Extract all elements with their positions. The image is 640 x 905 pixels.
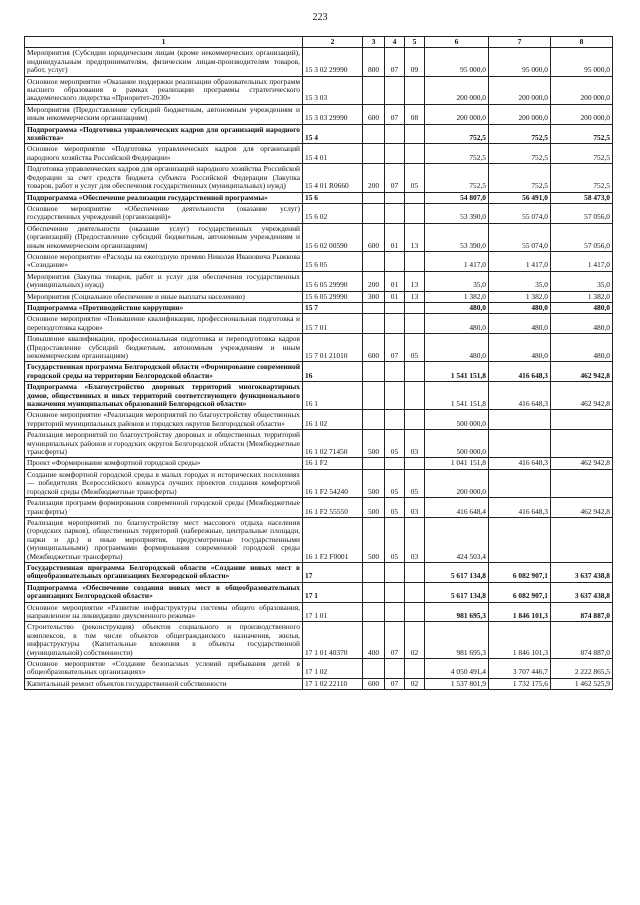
row-rz: 05 xyxy=(385,517,405,562)
row-rz xyxy=(385,314,405,334)
row-code: 15 7 xyxy=(303,302,363,313)
row-amount-year1: 424 503,4 xyxy=(425,517,489,562)
row-vr xyxy=(363,251,385,271)
column-header: 2 xyxy=(303,37,363,48)
row-pr xyxy=(405,362,425,382)
row-rz: 07 xyxy=(385,334,405,362)
table-row xyxy=(25,410,613,430)
row-amount-year3: 95 000,0 xyxy=(551,48,613,76)
row-amount-year2: 1 846 101,3 xyxy=(489,622,551,659)
table-row xyxy=(25,124,613,144)
row-amount-year1: 416 648,4 xyxy=(425,498,489,518)
row-vr: 500 xyxy=(363,498,385,518)
row-amount-year1: 200 000,0 xyxy=(425,469,489,497)
row-amount-year2 xyxy=(489,410,551,430)
row-amount-year1: 480,0 xyxy=(425,334,489,362)
row-name: Мероприятия (Закупка товаров, работ и услуг для обеспечения государственных (муниципальных) нужд) xyxy=(25,271,303,291)
row-name: Основное мероприятие «Развитие инфраструктуры системы общего образования, направленное на ликвидацию двухсменного режима» xyxy=(25,602,303,622)
row-vr: 500 xyxy=(363,469,385,497)
row-code: 17 1 xyxy=(303,582,363,602)
row-vr: 800 xyxy=(363,48,385,76)
table-row xyxy=(25,251,613,271)
row-pr xyxy=(405,410,425,430)
row-rz: 05 xyxy=(385,469,405,497)
row-name: Государственная программа Белгородской области «Формирование современной городской среды на территории Белгородской области» xyxy=(25,362,303,382)
row-name: Обеспечение деятельности (оказание услуг) государственных учреждений (организаций) (Предоставление субсидий бюджетным, автономным учреждениям и иным некоммерческим организациям) xyxy=(25,223,303,251)
row-amount-year3 xyxy=(551,410,613,430)
row-amount-year3: 1 462 525,9 xyxy=(551,678,613,689)
row-code: 17 1 02 22110 xyxy=(303,678,363,689)
row-amount-year3 xyxy=(551,469,613,497)
row-amount-year2: 480,0 xyxy=(489,302,551,313)
row-amount-year2: 1 732 175,6 xyxy=(489,678,551,689)
row-name: Основное мероприятие «Повышение квалификации, профессиональная подготовка и переподготовка кадров» xyxy=(25,314,303,334)
row-rz: 07 xyxy=(385,164,405,192)
row-vr xyxy=(363,602,385,622)
row-code: 16 1 F2 xyxy=(303,458,363,469)
row-name: Реализация мероприятий по благоустройству мест массового отдыха населения (городских парков), общественных территорий (набережные, центральные площади, парки и др.) и иные мероприятия, предусмотренные государственными (муниципальными) программами формирования современной городской среды (Межбюджетные трансферты) xyxy=(25,517,303,562)
row-amount-year3: 874 887,0 xyxy=(551,622,613,659)
row-amount-year2: 752,5 xyxy=(489,164,551,192)
row-amount-year1: 1 382,0 xyxy=(425,291,489,302)
row-amount-year1: 752,5 xyxy=(425,124,489,144)
row-amount-year2: 200 000,0 xyxy=(489,104,551,124)
row-amount-year1: 95 000,0 xyxy=(425,48,489,76)
row-vr xyxy=(363,410,385,430)
row-code: 15 6 05 29990 xyxy=(303,271,363,291)
row-amount-year1: 5 617 134,8 xyxy=(425,562,489,582)
table-row xyxy=(25,458,613,469)
row-rz: 01 xyxy=(385,271,405,291)
row-amount-year3: 752,5 xyxy=(551,144,613,164)
row-code: 15 7 01 21010 xyxy=(303,334,363,362)
row-amount-year2: 1 417,0 xyxy=(489,251,551,271)
row-rz: 07 xyxy=(385,678,405,689)
row-amount-year1: 752,5 xyxy=(425,164,489,192)
row-pr xyxy=(405,602,425,622)
row-amount-year2: 1 846 101,3 xyxy=(489,602,551,622)
row-name: Основное мероприятие «Реализация мероприятий по благоустройству общественных территорий муниципальных районов и городских округов Белгородской области» xyxy=(25,410,303,430)
row-name: Строительство (реконструкция) объектов социального и производственного комплексов, в том числе объектов общегражданского назначения, жилья, инфраструктуры (Капитальные вложения в объекты государственной (муниципальной) собственности) xyxy=(25,622,303,659)
row-rz xyxy=(385,582,405,602)
row-pr: 02 xyxy=(405,678,425,689)
row-code: 15 7 01 xyxy=(303,314,363,334)
row-amount-year1: 1 541 151,8 xyxy=(425,382,489,410)
table-row xyxy=(25,203,613,223)
row-pr: 03 xyxy=(405,517,425,562)
row-amount-year2 xyxy=(489,430,551,458)
row-code: 17 1 01 xyxy=(303,602,363,622)
row-rz xyxy=(385,382,405,410)
row-amount-year3: 1 417,0 xyxy=(551,251,613,271)
row-rz xyxy=(385,659,405,679)
row-amount-year1: 54 807,0 xyxy=(425,192,489,203)
row-vr: 400 xyxy=(363,622,385,659)
row-vr xyxy=(363,124,385,144)
row-name: Подпрограмма «Благоустройство дворовых территорий многоквартирных домов, общественных и иных территорий соответствующего функционального назначения муниципальных образований Белгородской области» xyxy=(25,382,303,410)
row-amount-year1: 200 000,0 xyxy=(425,104,489,124)
row-rz: 07 xyxy=(385,48,405,76)
row-rz xyxy=(385,76,405,104)
table-row xyxy=(25,223,613,251)
row-pr: 05 xyxy=(405,164,425,192)
table-row xyxy=(25,48,613,76)
row-name: Подпрограмма «Подготовка управленческих кадров для организаций народного хозяйства» xyxy=(25,124,303,144)
row-amount-year3: 462 942,8 xyxy=(551,458,613,469)
row-code: 15 4 01 R0660 xyxy=(303,164,363,192)
row-amount-year2: 416 648,3 xyxy=(489,382,551,410)
row-rz xyxy=(385,458,405,469)
table-row xyxy=(25,192,613,203)
table-row xyxy=(25,469,613,497)
row-code: 15 3 03 29990 xyxy=(303,104,363,124)
row-amount-year1: 1 417,0 xyxy=(425,251,489,271)
table-row xyxy=(25,517,613,562)
row-amount-year2: 752,5 xyxy=(489,124,551,144)
row-amount-year1: 53 390,0 xyxy=(425,203,489,223)
table-row xyxy=(25,334,613,362)
table-row xyxy=(25,314,613,334)
column-header: 7 xyxy=(489,37,551,48)
row-vr: 600 xyxy=(363,678,385,689)
row-pr xyxy=(405,124,425,144)
row-code: 15 6 xyxy=(303,192,363,203)
row-amount-year1: 1 537 801,9 xyxy=(425,678,489,689)
row-amount-year2: 55 074,0 xyxy=(489,223,551,251)
row-amount-year3: 752,5 xyxy=(551,124,613,144)
row-amount-year2: 56 491,0 xyxy=(489,192,551,203)
budget-table xyxy=(24,36,613,690)
row-pr: 03 xyxy=(405,430,425,458)
table-row xyxy=(25,430,613,458)
row-amount-year3: 58 473,0 xyxy=(551,192,613,203)
row-name: Основное мероприятие «Расходы на ежегодную премию Николая Ивановича Рыжкова «Созидание» xyxy=(25,251,303,271)
row-name: Мероприятия (Социальное обеспечение и иные выплаты населению) xyxy=(25,291,303,302)
row-pr: 05 xyxy=(405,334,425,362)
row-amount-year2: 480,0 xyxy=(489,334,551,362)
table-row xyxy=(25,76,613,104)
row-vr xyxy=(363,302,385,313)
row-amount-year3: 462 942,8 xyxy=(551,362,613,382)
row-amount-year3: 57 056,0 xyxy=(551,223,613,251)
column-header: 5 xyxy=(405,37,425,48)
row-pr: 13 xyxy=(405,271,425,291)
row-amount-year3: 3 637 438,8 xyxy=(551,582,613,602)
row-name: Основное мероприятие «Создание безопасных условий пребывания детей в общеобразовательных организациях» xyxy=(25,659,303,679)
row-amount-year3: 462 942,8 xyxy=(551,382,613,410)
table-row xyxy=(25,582,613,602)
row-vr xyxy=(363,144,385,164)
row-name: Повышение квалификации, профессиональная подготовка и переподготовка кадров (Предоставление субсидий бюджетным, автономным учреждениям и иным некоммерческим организациям) xyxy=(25,334,303,362)
row-amount-year2: 6 082 907,1 xyxy=(489,582,551,602)
row-vr xyxy=(363,382,385,410)
row-name: Подпрограмма «Противодействие коррупции» xyxy=(25,302,303,313)
row-vr: 600 xyxy=(363,223,385,251)
row-rz xyxy=(385,562,405,582)
row-code: 15 6 02 xyxy=(303,203,363,223)
row-pr: 08 xyxy=(405,104,425,124)
row-vr xyxy=(363,458,385,469)
row-amount-year3 xyxy=(551,430,613,458)
row-name: Подготовка управленческих кадров для организаций народного хозяйства Российской Федерации за счет средств бюджета субъекта Российской Федерации (Закупка товаров, работ и услуг для обеспечения государственных (муниципальных) нужд) xyxy=(25,164,303,192)
row-code: 16 1 02 71450 xyxy=(303,430,363,458)
column-header: 6 xyxy=(425,37,489,48)
row-code: 15 3 02 29990 xyxy=(303,48,363,76)
column-header: 3 xyxy=(363,37,385,48)
table-row xyxy=(25,144,613,164)
table-row xyxy=(25,562,613,582)
table-row xyxy=(25,602,613,622)
row-amount-year1: 5 617 134,8 xyxy=(425,582,489,602)
row-vr xyxy=(363,562,385,582)
row-code: 15 4 xyxy=(303,124,363,144)
row-vr xyxy=(363,203,385,223)
row-code: 16 1 xyxy=(303,382,363,410)
row-name: Проект «Формирование комфортной городской среды» xyxy=(25,458,303,469)
row-name: Основное мероприятие «Обеспечение деятельности (оказание услуг) государственных учреждений (организаций)» xyxy=(25,203,303,223)
row-amount-year2: 480,0 xyxy=(489,314,551,334)
row-amount-year2: 752,5 xyxy=(489,144,551,164)
table-row xyxy=(25,291,613,302)
row-pr xyxy=(405,458,425,469)
row-pr xyxy=(405,582,425,602)
row-amount-year2: 3 707 446,7 xyxy=(489,659,551,679)
row-rz: 01 xyxy=(385,291,405,302)
row-vr xyxy=(363,76,385,104)
table-row xyxy=(25,659,613,679)
table-row xyxy=(25,271,613,291)
column-header: 8 xyxy=(551,37,613,48)
row-name: Реализация мероприятий по благоустройству дворовых и общественных территорий муниципальных районов и городских округов Белгородской области (Межбюджетные трансферты) xyxy=(25,430,303,458)
row-pr xyxy=(405,659,425,679)
row-pr xyxy=(405,203,425,223)
row-vr: 600 xyxy=(363,334,385,362)
row-code: 15 3 03 xyxy=(303,76,363,104)
row-vr: 200 xyxy=(363,271,385,291)
row-amount-year3: 480,0 xyxy=(551,302,613,313)
row-code: 16 1 F2 54240 xyxy=(303,469,363,497)
row-amount-year3: 462 942,8 xyxy=(551,498,613,518)
table-row xyxy=(25,622,613,659)
row-rz xyxy=(385,302,405,313)
row-pr: 13 xyxy=(405,223,425,251)
page-number: 223 xyxy=(312,12,328,23)
row-pr: 13 xyxy=(405,291,425,302)
row-amount-year1: 981 695,3 xyxy=(425,622,489,659)
row-code: 15 6 05 xyxy=(303,251,363,271)
row-amount-year2: 416 648,3 xyxy=(489,498,551,518)
row-amount-year2: 416 648,3 xyxy=(489,362,551,382)
row-vr: 500 xyxy=(363,430,385,458)
row-code: 17 1 01 40370 xyxy=(303,622,363,659)
table-row xyxy=(25,362,613,382)
row-name: Создание комфортной городской среды в малых городах и исторических поселениях — победителях Всероссийского конкурса лучших проектов создания комфортной городской среды (Межбюджетные трансферты) xyxy=(25,469,303,497)
row-rz xyxy=(385,410,405,430)
row-rz xyxy=(385,192,405,203)
table-row xyxy=(25,498,613,518)
column-header: 1 xyxy=(25,37,303,48)
row-code: 15 6 02 00590 xyxy=(303,223,363,251)
row-amount-year2 xyxy=(489,517,551,562)
row-amount-year2: 200 000,0 xyxy=(489,76,551,104)
row-code: 17 xyxy=(303,562,363,582)
row-amount-year3: 480,0 xyxy=(551,314,613,334)
row-code: 16 1 F2 F0001 xyxy=(303,517,363,562)
table-row xyxy=(25,382,613,410)
row-pr xyxy=(405,382,425,410)
row-amount-year3 xyxy=(551,517,613,562)
row-rz xyxy=(385,602,405,622)
row-vr xyxy=(363,314,385,334)
row-rz: 01 xyxy=(385,223,405,251)
row-amount-year3: 200 000,0 xyxy=(551,104,613,124)
row-name: Мероприятия (Субсидии юридическим лицам (кроме некоммерческих организаций), индивидуальным предпринимателям, физическим лицам-производителям товаров, работ, услуг) xyxy=(25,48,303,76)
table-row xyxy=(25,164,613,192)
row-name: Подпрограмма «Обеспечение создания новых мест в общеобразовательных организациях Белгородской области» xyxy=(25,582,303,602)
row-amount-year3: 1 382,0 xyxy=(551,291,613,302)
row-amount-year1: 500 000,0 xyxy=(425,430,489,458)
row-rz: 07 xyxy=(385,104,405,124)
row-name: Реализация программ формирования современной городской среды (Межбюджетные трансферты) xyxy=(25,498,303,518)
row-code: 16 1 F2 55550 xyxy=(303,498,363,518)
row-amount-year1: 1 541 151,8 xyxy=(425,362,489,382)
row-amount-year1: 4 050 491,4 xyxy=(425,659,489,679)
row-pr xyxy=(405,302,425,313)
row-rz xyxy=(385,203,405,223)
row-name: Основное мероприятие «Подготовка управленческих кадров для организаций народного хозяйства Российской Федерации» xyxy=(25,144,303,164)
row-vr: 500 xyxy=(363,517,385,562)
row-amount-year1: 1 041 151,8 xyxy=(425,458,489,469)
row-amount-year2: 55 074,0 xyxy=(489,203,551,223)
row-code: 15 4 01 xyxy=(303,144,363,164)
row-rz xyxy=(385,362,405,382)
table-row xyxy=(25,104,613,124)
row-name: Подпрограмма «Обеспечение реализации государственной программы» xyxy=(25,192,303,203)
row-amount-year1: 981 695,3 xyxy=(425,602,489,622)
row-amount-year1: 53 390,0 xyxy=(425,223,489,251)
row-code: 15 6 05 29990 xyxy=(303,291,363,302)
row-vr xyxy=(363,582,385,602)
row-amount-year3: 752,5 xyxy=(551,164,613,192)
row-pr xyxy=(405,144,425,164)
row-vr: 200 xyxy=(363,164,385,192)
row-rz: 05 xyxy=(385,430,405,458)
column-header-row xyxy=(25,37,613,48)
row-amount-year1: 500 000,0 xyxy=(425,410,489,430)
row-rz xyxy=(385,124,405,144)
row-code: 16 1 02 xyxy=(303,410,363,430)
row-amount-year3: 200 000,0 xyxy=(551,76,613,104)
row-pr xyxy=(405,251,425,271)
row-vr: 300 xyxy=(363,291,385,302)
row-amount-year1: 752,5 xyxy=(425,144,489,164)
table-row xyxy=(25,302,613,313)
row-amount-year3: 35,0 xyxy=(551,271,613,291)
row-vr xyxy=(363,192,385,203)
row-amount-year2: 6 082 907,1 xyxy=(489,562,551,582)
row-amount-year1: 480,0 xyxy=(425,314,489,334)
row-amount-year3: 874 887,0 xyxy=(551,602,613,622)
table-row xyxy=(25,678,613,689)
row-pr xyxy=(405,314,425,334)
row-amount-year3: 480,0 xyxy=(551,334,613,362)
row-rz xyxy=(385,144,405,164)
row-pr xyxy=(405,192,425,203)
row-amount-year3: 2 222 865,5 xyxy=(551,659,613,679)
row-amount-year1: 480,0 xyxy=(425,302,489,313)
row-vr: 600 xyxy=(363,104,385,124)
row-pr xyxy=(405,562,425,582)
row-pr: 09 xyxy=(405,48,425,76)
row-amount-year2: 416 648,3 xyxy=(489,458,551,469)
row-pr: 05 xyxy=(405,469,425,497)
row-amount-year2: 95 000,0 xyxy=(489,48,551,76)
column-header: 4 xyxy=(385,37,405,48)
row-rz: 05 xyxy=(385,498,405,518)
row-amount-year1: 35,0 xyxy=(425,271,489,291)
row-amount-year3: 3 637 438,8 xyxy=(551,562,613,582)
row-name: Государственная программа Белгородской области «Создание новых мест в общеобразовательных организациях Белгородской области» xyxy=(25,562,303,582)
row-pr: 03 xyxy=(405,498,425,518)
row-rz: 07 xyxy=(385,622,405,659)
row-vr xyxy=(363,659,385,679)
row-vr xyxy=(363,362,385,382)
row-pr: 02 xyxy=(405,622,425,659)
row-name: Мероприятия (Предоставление субсидий бюджетным, автономным учреждениям и иным некоммерческим организациям) xyxy=(25,104,303,124)
row-amount-year2: 1 382,0 xyxy=(489,291,551,302)
row-rz xyxy=(385,251,405,271)
row-code: 16 xyxy=(303,362,363,382)
row-pr xyxy=(405,76,425,104)
row-code: 17 1 02 xyxy=(303,659,363,679)
row-amount-year3: 57 056,0 xyxy=(551,203,613,223)
row-name: Капитальный ремонт объектов государственной собственности xyxy=(25,678,303,689)
row-amount-year2 xyxy=(489,469,551,497)
row-amount-year1: 200 000,0 xyxy=(425,76,489,104)
row-name: Основное мероприятие «Оказание поддержки реализации образовательных программ высшего образования в рамках реализации программы стратегического академического лидерства «Приоритет-2030» xyxy=(25,76,303,104)
row-amount-year2: 35,0 xyxy=(489,271,551,291)
